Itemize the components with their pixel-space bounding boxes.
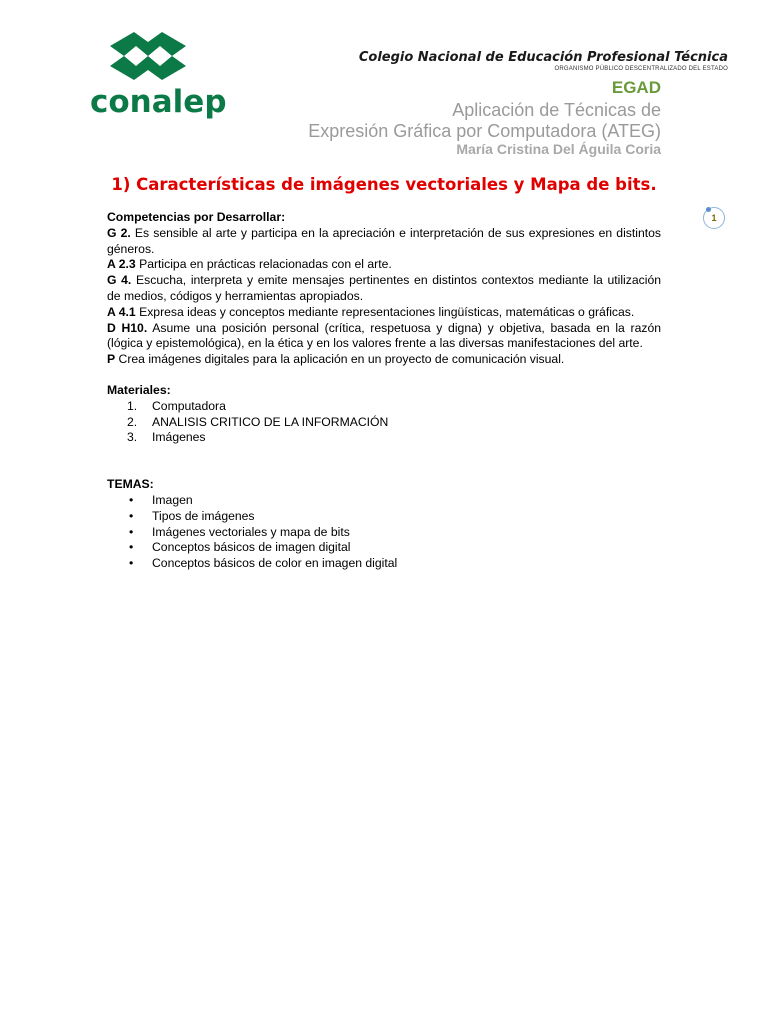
competencia-code: A 4.1 bbox=[107, 304, 136, 319]
materiales-heading: Materiales: bbox=[107, 382, 171, 397]
list-item-text: Imágenes bbox=[152, 430, 206, 445]
list-item bbox=[107, 556, 661, 572]
course-title-line1: Aplicación de Técnicas de bbox=[452, 100, 661, 120]
bullet-icon: • bbox=[129, 556, 134, 571]
temas-heading: TEMAS: bbox=[107, 477, 154, 492]
list-item bbox=[107, 540, 661, 556]
page-number-dot bbox=[706, 207, 711, 212]
competencia-item bbox=[107, 257, 661, 273]
institution-name: Colegio Nacional de Educación Profesional Técnica bbox=[358, 50, 728, 65]
competencia-item bbox=[107, 321, 661, 353]
list-number: 1. bbox=[127, 398, 138, 413]
list-item-text: Conceptos básicos de imagen digital bbox=[152, 540, 351, 555]
bullet-icon: • bbox=[129, 508, 134, 523]
bullet-icon: • bbox=[129, 524, 134, 539]
temas-list bbox=[107, 493, 661, 572]
competencia-code: D H10. bbox=[107, 320, 148, 335]
list-item bbox=[107, 399, 661, 415]
document-body bbox=[107, 210, 661, 572]
bullet-icon: • bbox=[129, 540, 134, 555]
institution-subtitle: ORGANISMO PÚBLICO DESCENTRALIZADO DEL ESTADO bbox=[554, 66, 728, 72]
institution-block bbox=[359, 50, 728, 72]
list-number: 2. bbox=[127, 414, 138, 429]
list-item bbox=[107, 430, 661, 446]
competencia-item bbox=[107, 273, 661, 305]
list-number: 3. bbox=[127, 430, 138, 445]
competencia-code: G 4. bbox=[107, 273, 132, 288]
list-item-text: ANALISIS CRITICO DE LA INFORMACIÓN bbox=[152, 414, 389, 429]
competencia-code: G 2. bbox=[107, 225, 131, 240]
page-number-badge: 1 bbox=[703, 207, 725, 229]
page-title: 1) Características de imágenes vectoriales y Mapa de bits. bbox=[111, 175, 657, 194]
list-item-text: Computadora bbox=[152, 398, 226, 413]
conalep-emblem-icon bbox=[108, 30, 188, 82]
competencia-item bbox=[107, 305, 661, 321]
list-item bbox=[107, 415, 661, 431]
materiales-list bbox=[107, 399, 661, 446]
course-title-line2: Expresión Gráfica por Computadora (ATEG) bbox=[308, 121, 661, 141]
competencia-text: Crea imágenes digitales para la aplicación en un proyecto de comunicación visual. bbox=[115, 352, 565, 367]
competencias-heading: Competencias por Desarrollar: bbox=[107, 210, 286, 224]
egad-label: EGAD bbox=[611, 78, 661, 97]
list-item-text: Imágenes vectoriales y mapa de bits bbox=[152, 524, 350, 539]
list-item bbox=[107, 509, 661, 525]
competencia-code: A 2.3 bbox=[107, 257, 136, 272]
list-item bbox=[107, 493, 661, 509]
logo-text: conalep bbox=[90, 84, 227, 120]
list-item-text: Conceptos básicos de color en imagen digital bbox=[152, 556, 398, 571]
list-item-text: Tipos de imágenes bbox=[152, 508, 255, 523]
list-item-text: Imagen bbox=[152, 492, 193, 507]
competencia-text: Escucha, interpreta y emite mensajes pertinentes en distintos contextos mediante la utilización de medios, códigos y herramientas apropiados. bbox=[107, 273, 661, 303]
competencia-text: Asume una posición personal (crítica, respetuosa y digna) y objetiva, basada en la razón (lógica y epistemológica), en la ética y en los valores frente a las diversas manifestaciones del arte. bbox=[107, 320, 662, 351]
competencia-code: P bbox=[107, 352, 116, 367]
conalep-logo bbox=[90, 30, 227, 125]
competencia-text: Es sensible al arte y participa en la apreciación e interpretación de sus expresiones en distintos géneros. bbox=[107, 225, 661, 256]
competencia-item bbox=[107, 226, 661, 258]
competencia-text: Participa en prácticas relacionadas con el arte. bbox=[135, 257, 392, 272]
competencia-item bbox=[107, 352, 661, 368]
list-item bbox=[107, 525, 661, 541]
bullet-icon: • bbox=[129, 492, 134, 507]
competencia-text: Expresa ideas y conceptos mediante representaciones lingüísticas, matemáticas o gráficas. bbox=[135, 304, 635, 319]
teacher-name: María Cristina Del Águila Coria bbox=[456, 141, 661, 157]
